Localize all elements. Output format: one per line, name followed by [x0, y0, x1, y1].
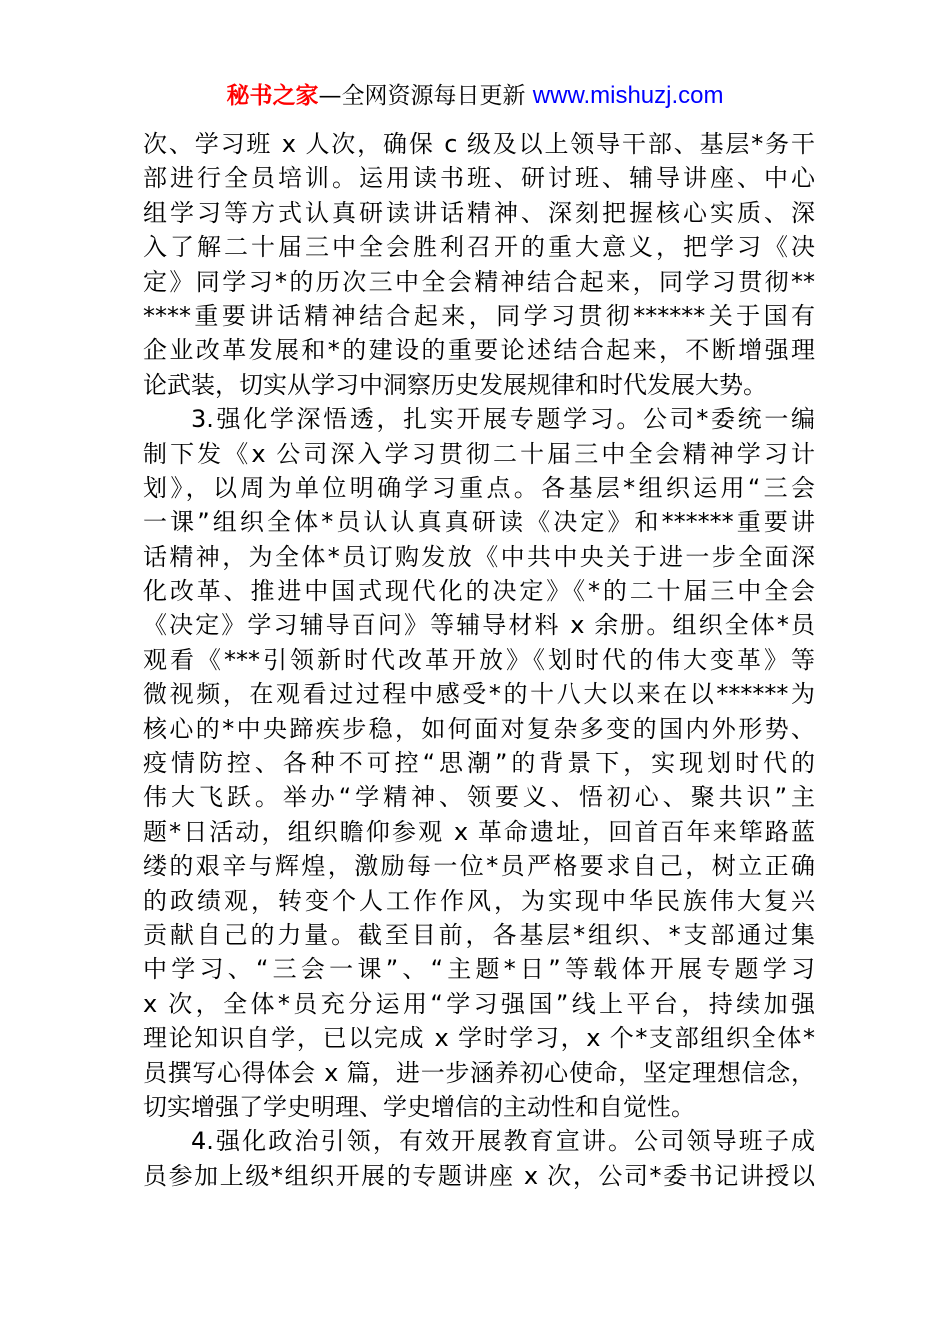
text-line: 员撰写心得体会 x 篇，进一步涵养初心使命，坚定理想信念，: [143, 1058, 815, 1087]
text-line: 论武装，切实从学习中洞察历史发展规律和时代发展大势。: [143, 370, 767, 399]
text-line: 疫情防控、各种不可控“思潮”的背景下，实现划时代的: [143, 749, 815, 778]
text-line: 制下发《x 公司深入学习贯彻二十届三中全会精神学习计: [143, 439, 815, 468]
text-line: 组学习等方式认真研读讲话精神、深刻把握核心实质、深: [143, 198, 815, 227]
text-line: 切实增强了学史明理、学史增信的主动性和自觉性。: [143, 1092, 695, 1121]
section-heading-line: 3.强化学深悟透，扎实开展专题学习。公司*委统一编: [191, 405, 815, 434]
text-line: 员参加上级*组织开展的专题讲座 x 次，公司*委书记讲授以: [143, 1161, 815, 1190]
text-line: 缕的艰辛与辉煌，激励每一位*员严格要求自己，树立正确: [143, 852, 815, 881]
text-line: 理论知识自学，已以完成 x 学时学习，x 个*支部组织全体*: [143, 1024, 815, 1053]
text-line: ****重要讲话精神结合起来，同学习贯彻******关于国有: [143, 301, 815, 330]
text-line: 题*日活动，组织瞻仰参观 x 革命遗址，回首百年来筚路蓝: [143, 817, 815, 846]
text-line: 话精神，为全体*员订购发放《中共中央关于进一步全面深: [143, 542, 815, 571]
site-url-link[interactable]: www.mishuzj.com: [532, 82, 724, 109]
text-line: 核心的*中央蹄疾步稳，如何面对复杂多变的国内外形势、: [143, 714, 815, 743]
site-brand: 秘书之家: [226, 83, 319, 109]
text-line: 入了解二十届三中全会胜利召开的重大意义，把学习《决: [143, 233, 815, 262]
text-line: 部进行全员培训。运用读书班、研讨班、辅导讲座、中心: [143, 164, 815, 193]
text-line: 中学习、“三会一课”、“主题*日”等载体开展专题学习: [143, 955, 815, 984]
site-header: [0, 80, 950, 112]
text-line: 划》，以周为单位明确学习重点。各基层*组织运用“三会: [143, 473, 815, 502]
section-heading-line: 4.强化政治引领，有效开展教育宣讲。公司领导班子成: [191, 1127, 815, 1156]
text-line: 伟大飞跃。举办“学精神、领要义、悟初心、聚共识”主: [143, 783, 815, 812]
text-line: x 次，全体*员充分运用“学习强国”线上平台，持续加强: [143, 989, 815, 1018]
text-line: 化改革、推进中国式现代化的决定》《*的二十届三中全会: [143, 577, 815, 606]
text-line: 观看《***引领新时代改革开放》《划时代的伟大变革》等: [143, 645, 815, 674]
document-body: [143, 127, 815, 1193]
text-line: 定》同学习*的历次三中全会精神结合起来，同学习贯彻**: [143, 267, 815, 296]
text-line: 《决定》学习辅导百问》等辅导材料 x 余册。组织全体*员: [143, 611, 815, 640]
text-line: 企业改革发展和*的建设的重要论述结合起来，不断增强理: [143, 336, 815, 365]
text-line: 微视频，在观看过过程中感受*的十八大以来在以******为: [143, 680, 815, 709]
text-line: 次、学习班 x 人次，确保 c 级及以上领导干部、基层*务干: [143, 130, 815, 158]
text-line: 贡献自己的力量。截至目前，各基层*组织、*支部通过集: [143, 920, 815, 949]
text-line: 的政绩观，转变个人工作作风，为实现中华民族伟大复兴: [143, 886, 815, 915]
text-line: 一课”组织全体*员认认真真研读《决定》和******重要讲: [143, 508, 815, 537]
site-tagline: —全网资源每日更新: [318, 83, 533, 109]
